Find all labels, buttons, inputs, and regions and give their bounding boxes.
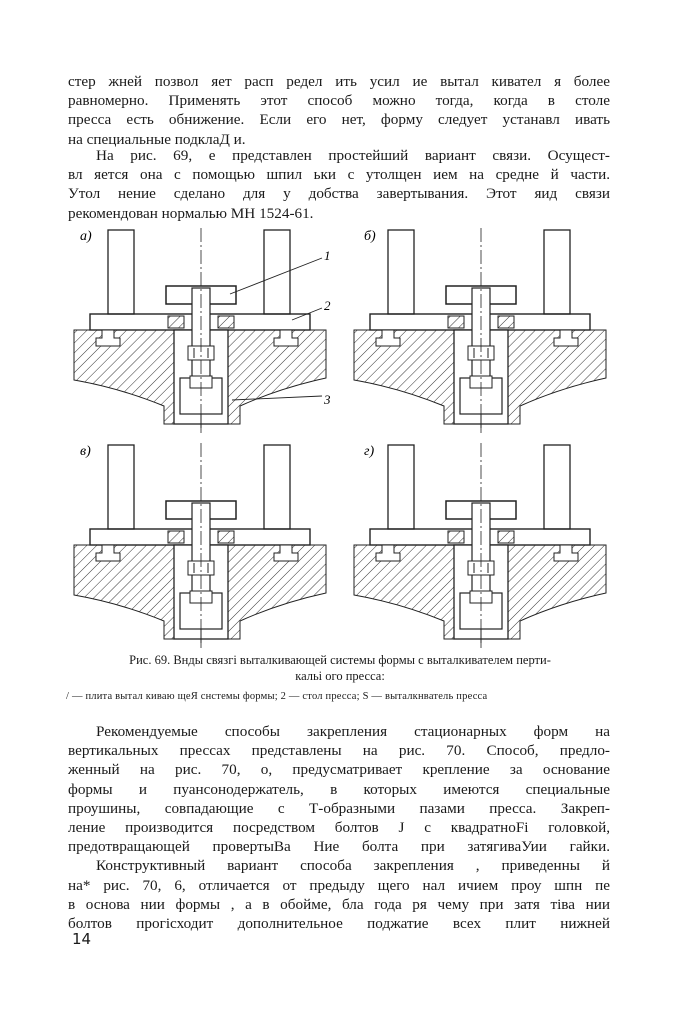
callout-label: 1 — [324, 248, 331, 263]
text-line: вертикальных прессах представлены на рис. 70. Способ, предло- — [68, 742, 610, 760]
page-number: 14 — [72, 930, 92, 948]
text-line: На рис. 69, е представлен простейший вариант связи. Осущест- — [96, 147, 610, 164]
caption-line: кальі ого пресса: — [295, 669, 385, 683]
text-line: предотвращающей провертыВа Ние болта при затягиваУии гайки. — [68, 838, 610, 856]
paragraph-bottom — [68, 722, 610, 933]
text-line: на специальные подклаД и. — [68, 130, 246, 148]
panel-g — [354, 443, 606, 648]
panel-label: г) — [364, 444, 375, 459]
panel-label: б) — [364, 229, 376, 244]
text-line: формы и пуансонодержатель, в которых имеются специальные — [68, 780, 610, 798]
text-line: Рекомендуемые способы закрепления стационарных форм на — [96, 723, 610, 740]
callout-label: 2 — [324, 298, 331, 313]
panel-label: в) — [80, 444, 91, 459]
panel-b — [354, 228, 606, 433]
text-line: Конструктивный вариант способа закрепления , приведенны й — [96, 857, 610, 875]
panel-label: а) — [80, 229, 92, 244]
text-line: рекомендован нормалью МН 1524-61. — [68, 204, 314, 222]
figure-69 — [60, 228, 630, 648]
figure-caption — [60, 652, 620, 684]
paragraph-top — [68, 72, 610, 149]
paragraph-second — [68, 146, 610, 223]
text-line: вл яется она с помощью шпил ьки с утолщен ием на средне й части. — [68, 166, 610, 184]
text-line: ление производится посредством болтов J с квадратноFi головкой, — [68, 819, 610, 837]
text-line: на* рис. 70, 6, отличается от предыду щего нал ичием проу шпн пе — [68, 876, 610, 894]
text-line: в основа нии формы , а в обойме, бла года ря чему при затя тіва нии — [68, 895, 610, 913]
callout-label: 3 — [324, 392, 331, 407]
text-line: равномерно. Применять этот способ можно тогда, когда в столе — [68, 92, 610, 110]
panel-v — [74, 443, 326, 648]
text-line: проушины, совпадающие с Т-образными пазами пресса. Закреп- — [68, 799, 610, 817]
figure-legend: / — плита вытал киваю щеЯ снстемы формы; 2 — стол пресса; S — выталкнватель пресса — [66, 691, 488, 702]
text-line: Утол нение сделано для у добства завертывания. Этот яид связи — [68, 185, 610, 203]
text-line: пресса есть обнижение. Если его нет, форму следует устанавл ивать — [68, 111, 610, 129]
text-line: женный на рис. 70, о, предусматривает крепление за основание — [68, 761, 610, 779]
panel-a — [74, 228, 326, 433]
caption-line: Рис. 69. Внды связгі выталкивающей системы формы с выталкивателем перти- — [129, 653, 551, 667]
text-line: стер жней позвол яет расп редел ить усил ие вытал кивател я более — [68, 73, 610, 90]
text-line: болтов прогісходит дополнительное поджатие всех плит нижней — [68, 915, 610, 933]
